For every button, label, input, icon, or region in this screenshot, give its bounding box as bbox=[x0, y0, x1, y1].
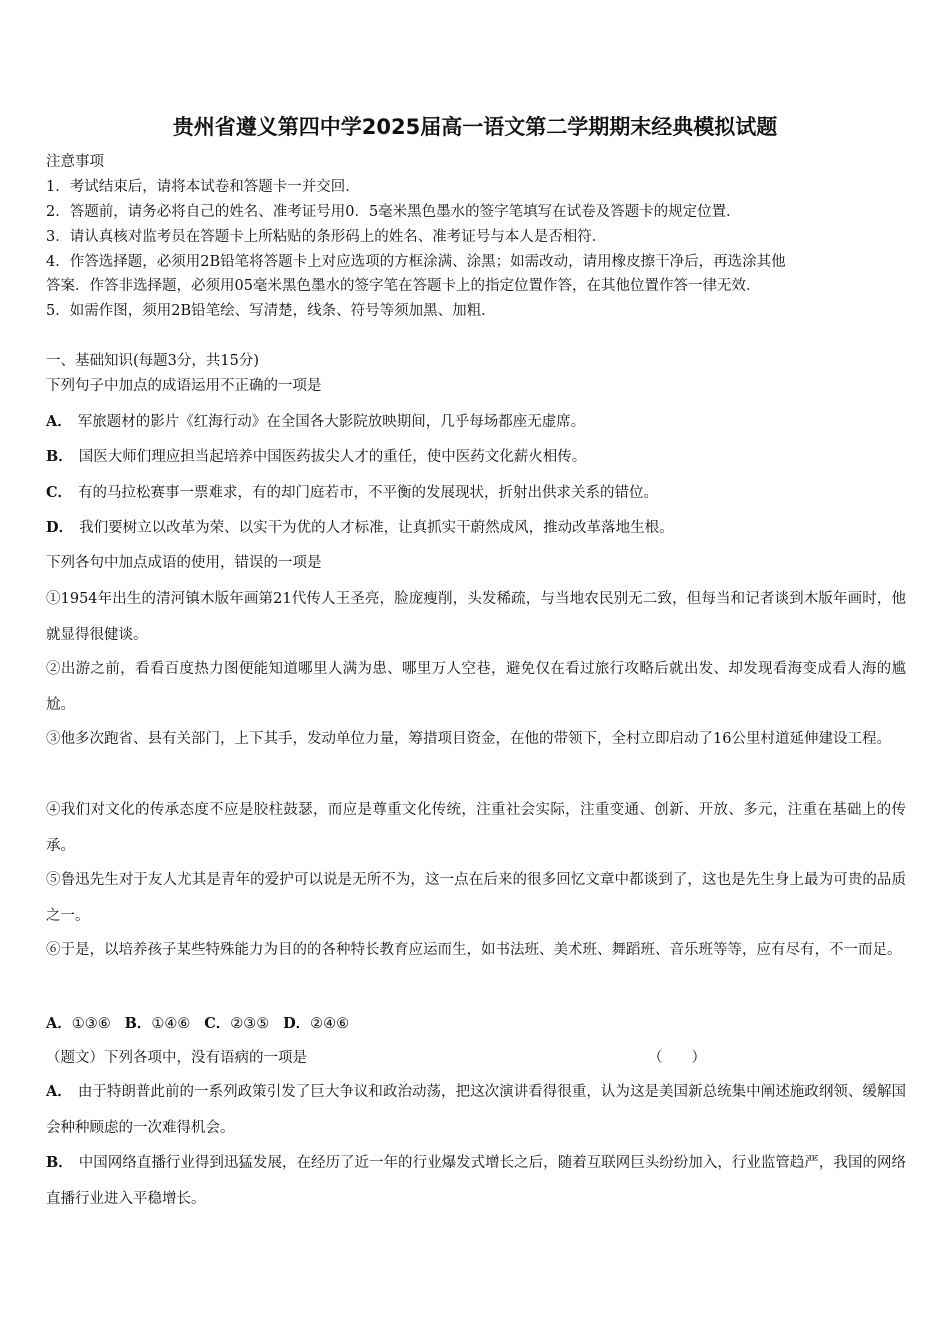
statement-item: ④我们对文化的传承态度不应是胶柱鼓瑟，而应是尊重文化传统，注重社会实际，注重变通、创新、开放、多元，注重在基础上的传承。 bbox=[46, 802, 906, 854]
statement-item: ①1954年出生的清河镇木版年画第21代传人王圣亮，脸庞瘦削，头发稀疏，与当地农民别无二致，但每当和记者谈到木版年画时，他就显得很健谈。 bbox=[46, 591, 906, 643]
question-stem: 下列各句中加点成语的使用，错误的一项是 bbox=[46, 555, 322, 571]
option-text: 有的马拉松赛事一票难求，有的却门庭若市，不平衡的发展现状，折射出供求关系的错位。 bbox=[78, 485, 659, 501]
statement-item: ⑥于是，以培养孩子某些特殊能力为目的的各种特长教育应运而生，如书法班、美术班、舞蹈班、音乐班等等，应有尽有，不一而足。 bbox=[46, 942, 902, 958]
option-d bbox=[46, 518, 674, 538]
option-label: C． bbox=[204, 1015, 231, 1032]
notice-heading: 注意事项 bbox=[46, 154, 104, 170]
question-stem: 下列句子中加点的成语运用不正确的一项是 bbox=[46, 378, 322, 394]
section-heading: 一、基础知识(每题3分，共15分) bbox=[46, 353, 259, 369]
statement-item: ③他多次跑省、县有关部门，上下其手，发动单位力量，筹措项目资金，在他的带领下，全村立即启动了16公里村道延伸建设工程。 bbox=[46, 731, 891, 747]
option-label: B． bbox=[124, 1015, 152, 1032]
option-text: ①④⑥ bbox=[151, 1016, 191, 1032]
notice-item: 答案．作答非选择题，必须用05毫米黑色墨水的签字笔在答题卡上的指定位置作答，在其他位置作答一律无效． bbox=[46, 278, 761, 294]
option-text: 军旅题材的影片《红海行动》在全国各大影院放映期间，几乎每场都座无虚席。 bbox=[77, 414, 586, 430]
option-text: 由于特朗普此前的一系列政策引发了巨大争议和政治动荡，把这次演讲看得很重，认为这是美国新总统集中阐述施政纲领、缓解国会种种顾虑的一次难得机会。 bbox=[46, 1084, 906, 1136]
statement-item: ⑤鲁迅先生对于友人尤其是青年的爱护可以说是无所不为，这一点在后来的很多回忆文章中都谈到了，这也是先生身上最为可贵的品质之一。 bbox=[46, 872, 906, 924]
answer-options bbox=[46, 1014, 349, 1034]
option-b bbox=[46, 1145, 906, 1217]
notice-item: 3．请认真核对监考员在答题卡上所粘贴的条形码上的姓名、准考证号与本人是否相符． bbox=[46, 229, 607, 245]
option-text: ②③⑤ bbox=[230, 1016, 270, 1032]
option-c bbox=[46, 483, 658, 503]
question-stem: （题文）下列各项中，没有语病的一项是 bbox=[46, 1050, 307, 1066]
option-label: D． bbox=[46, 519, 74, 536]
notice-item: 4．作答选择题，必须用2B铅笔将答题卡上对应选项的方框涂满、涂黑；如需改动，请用橡皮擦干净后，再选涂其他 bbox=[46, 254, 786, 270]
option-label: D． bbox=[283, 1015, 311, 1032]
notice-item: 2．答题前，请务必将自己的姓名、准考证号用0．5毫米黑色墨水的签字笔填写在试卷及答题卡的规定位置． bbox=[46, 204, 741, 220]
option-label: A． bbox=[46, 413, 72, 430]
option-a bbox=[46, 1074, 906, 1146]
page-title: 贵州省遵义第四中学2025届高一语文第二学期期末经典模拟试题 bbox=[172, 115, 778, 139]
statement-item: ②出游之前，看看百度热力图便能知道哪里人满为患、哪里万人空巷，避免仅在看过旅行攻略后就出发、却发现看海变成看人海的尴尬。 bbox=[46, 661, 906, 713]
notice-item: 5．如需作图，须用2B铅笔绘、写清楚，线条、符号等须加黑、加粗． bbox=[46, 303, 496, 319]
option-text: 我们要树立以改革为荣、以实干为优的人才标准，让真抓实干蔚然成风，推动改革落地生根。 bbox=[79, 520, 674, 536]
option-label: A． bbox=[46, 1083, 72, 1100]
option-text: 中国网络直播行业得到迅猛发展，在经历了近一年的行业爆发式增长之后，随着互联网巨头纷纷加入，行业监管趋严，我国的网络直播行业进入平稳增长。 bbox=[46, 1155, 906, 1207]
option-text: ②④⑥ bbox=[310, 1016, 350, 1032]
answer-blank: （ ） bbox=[648, 1050, 706, 1066]
option-text: 国医大师们理应担当起培养中国医药拔尖人才的重任，使中医药文化薪火相传。 bbox=[78, 449, 587, 465]
notice-item: 1．考试结束后，请将本试卷和答题卡一并交回． bbox=[46, 179, 360, 195]
option-a bbox=[46, 412, 585, 432]
option-label: C． bbox=[46, 484, 73, 501]
option-b bbox=[46, 447, 586, 467]
option-label: A． bbox=[46, 1015, 72, 1032]
option-text: ①③⑥ bbox=[71, 1016, 111, 1032]
option-label: B． bbox=[46, 448, 73, 465]
option-label: B． bbox=[46, 1154, 73, 1171]
